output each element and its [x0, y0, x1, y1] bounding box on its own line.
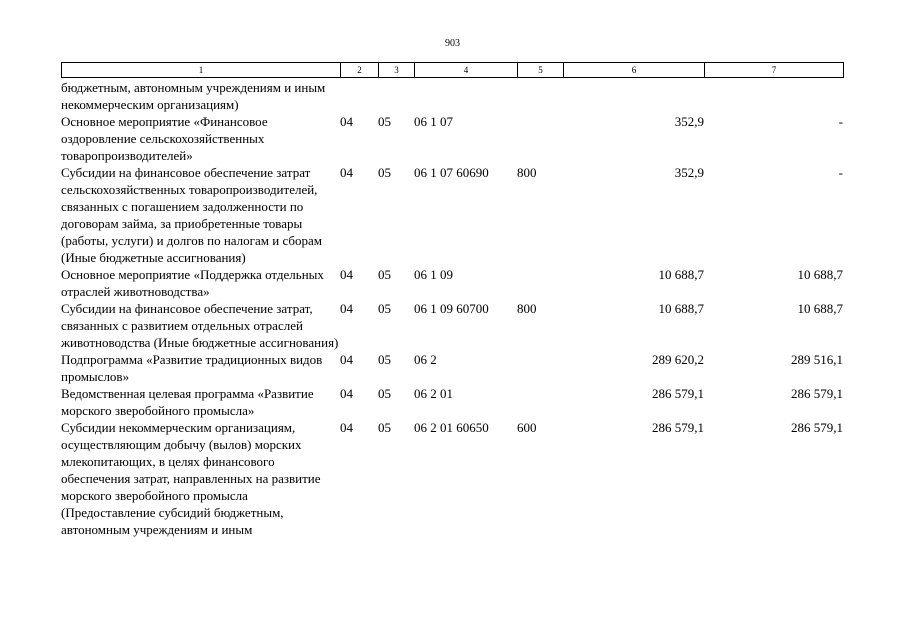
row-amount-1: 10 688,7 — [658, 301, 704, 316]
row-name: бюджетным, автономным учреждениям и иным некоммерческим организациям) — [61, 80, 326, 112]
row-subsection: 05 — [378, 165, 391, 180]
page-number: 903 — [445, 38, 460, 49]
table-row — [61, 79, 843, 113]
row-subsection: 05 — [378, 352, 391, 367]
row-name: Основное мероприятие «Поддержка отдельных отраслей животноводства» — [61, 267, 324, 299]
row-name: Основное мероприятие «Финансовое оздоровление сельскохозяйственных товаропроизводителей» — [61, 114, 268, 163]
table-row — [61, 385, 843, 419]
budget-table — [61, 79, 843, 538]
row-amount-1: 286 579,1 — [652, 386, 704, 401]
row-expense-type — [517, 79, 563, 113]
table-row — [61, 351, 843, 385]
row-expense-type: 600 — [517, 420, 537, 435]
row-section: 04 — [340, 267, 353, 282]
row-subsection: 05 — [378, 386, 391, 401]
row-expense-type — [517, 351, 563, 385]
row-amount-1: 286 579,1 — [652, 420, 704, 435]
row-section: 04 — [340, 114, 353, 129]
row-target-code — [414, 79, 517, 113]
row-amount-2: 286 579,1 — [791, 420, 843, 435]
row-amount-2: 10 688,7 — [797, 267, 843, 282]
row-amount-1: 352,9 — [674, 114, 704, 129]
column-header-row — [61, 62, 844, 78]
row-amount-1: 10 688,7 — [658, 267, 704, 282]
row-target-code: 06 1 09 60700 — [414, 301, 489, 316]
table-row — [61, 266, 843, 300]
table-row — [61, 113, 843, 164]
row-target-code: 06 1 07 60690 — [414, 165, 489, 180]
header-col-4: 4 — [415, 63, 518, 78]
row-section: 04 — [340, 386, 353, 401]
row-subsection: 05 — [378, 420, 391, 435]
row-amount-1 — [563, 79, 704, 113]
row-target-code: 06 2 01 60650 — [414, 420, 489, 435]
header-col-2: 2 — [341, 63, 379, 78]
header-col-7: 7 — [705, 63, 844, 78]
row-section: 04 — [340, 420, 353, 435]
header-col-3: 3 — [379, 63, 415, 78]
row-target-code: 06 2 — [414, 352, 437, 367]
row-section: 04 — [340, 165, 353, 180]
row-amount-2 — [704, 79, 843, 113]
row-name: Субсидии некоммерческим организациям, осуществляющим добычу (вылов) морских млекопитающих, в целях финансового обеспечения затрат, направленных на развитие морского зверобойного промысла (Предоставление субсидий бюджетным, автономным учреждениям и иным — [61, 420, 321, 537]
row-name: Ведомственная целевая программа «Развитие морского зверобойного промысла» — [61, 386, 314, 418]
row-expense-type — [517, 385, 563, 419]
row-target-code: 06 1 09 — [414, 267, 453, 282]
row-section: 04 — [340, 352, 353, 367]
header-col-1: 1 — [62, 63, 341, 78]
row-expense-type: 800 — [517, 301, 537, 316]
row-target-code: 06 1 07 — [414, 114, 453, 129]
row-subsection: 05 — [378, 267, 391, 282]
row-amount-2: 286 579,1 — [791, 386, 843, 401]
table-row — [61, 419, 843, 538]
row-amount-1: 352,9 — [674, 165, 704, 180]
row-section — [340, 79, 378, 113]
row-subsection — [378, 79, 414, 113]
row-amount-1: 289 620,2 — [652, 352, 704, 367]
table-row — [61, 300, 843, 351]
header-col-6: 6 — [564, 63, 705, 78]
row-subsection: 05 — [378, 114, 391, 129]
row-section: 04 — [340, 301, 353, 316]
row-subsection: 05 — [378, 301, 391, 316]
row-amount-2: 289 516,1 — [791, 352, 843, 367]
row-expense-type — [517, 266, 563, 300]
table-row — [61, 164, 843, 266]
row-name: Субсидии на финансовое обеспечение затрат сельскохозяйственных товаропроизводителей, связанных с погашением задолженности по договорам займа, за приобретенные товары (работы, услуги) и долгов по налогам и сборам (Иные бюджетные ассигнования) — [61, 165, 322, 265]
row-expense-type: 800 — [517, 165, 537, 180]
row-amount-2: 10 688,7 — [797, 301, 843, 316]
row-target-code: 06 2 01 — [414, 386, 453, 401]
row-name: Субсидии на финансовое обеспечение затрат, связанных с развитием отдельных отраслей животноводства (Иные бюджетные ассигнования) — [61, 301, 339, 350]
row-name: Подпрограмма «Развитие традиционных видов промыслов» — [61, 352, 323, 384]
header-col-5: 5 — [518, 63, 564, 78]
row-expense-type — [517, 113, 563, 164]
row-amount-2: - — [838, 114, 843, 129]
row-amount-2: - — [838, 165, 843, 180]
